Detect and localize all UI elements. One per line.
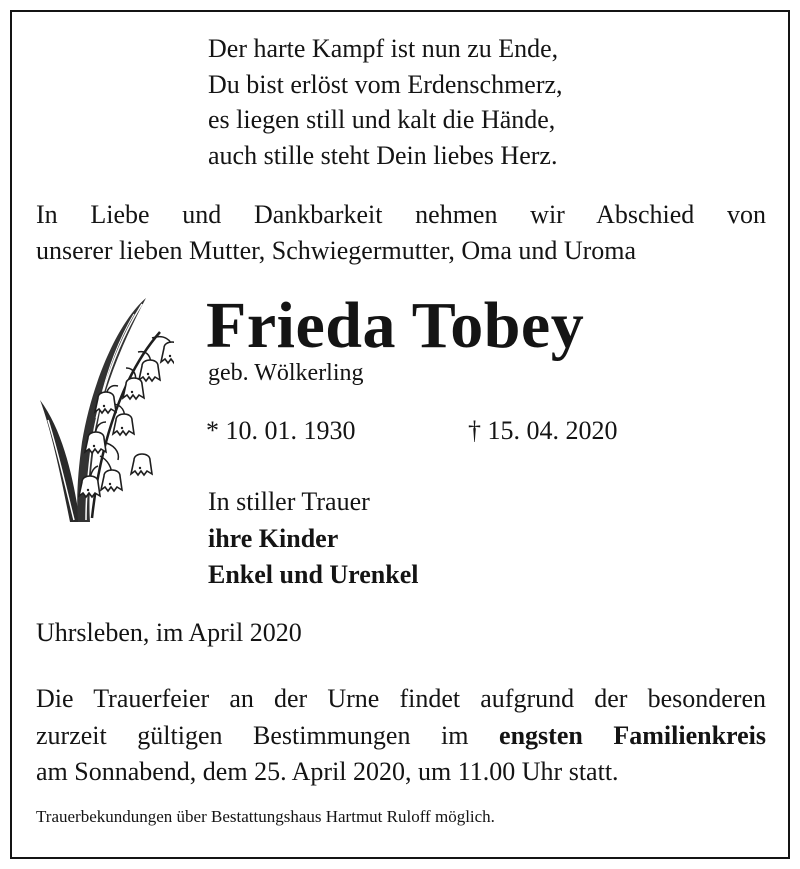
mourners-children: ihre Kinder xyxy=(208,523,339,553)
ceremony-family-circle: engsten Familienkreis xyxy=(499,720,766,750)
birth-name: geb. Wölkerling xyxy=(208,360,364,386)
mourners-line: In stiller Trauer xyxy=(208,487,370,516)
condolence-footnote: Trauerbekundungen über Bestattungshaus Hartmut Ruloff möglich. xyxy=(36,807,495,826)
intro-line: unserer lieben Mutter, Schwiegermutter, Oma und Uroma xyxy=(36,236,637,265)
poem-line: auch stille steht Dein liebes Herz. xyxy=(208,140,558,170)
poem-line: Du bist erlöst vom Erdenschmerz, xyxy=(208,69,563,99)
death-date: † 15. 04. 2020 xyxy=(468,416,618,445)
deceased-name: Frieda Tobey xyxy=(206,289,585,362)
lily-of-the-valley-icon xyxy=(34,292,174,524)
intro-line: In Liebe und Dankbarkeit nehmen wir Abschied von xyxy=(36,200,766,229)
ceremony-line-prefix: zurzeit gültigen Bestimmungen im xyxy=(36,720,469,750)
ceremony-line: Die Trauerfeier an der Urne findet aufgrund der besonderen xyxy=(36,684,766,713)
mourners-block xyxy=(208,484,418,594)
poem xyxy=(208,31,563,173)
ceremony-line: am Sonnabend, dem 25. April 2020, um 11.00 Uhr statt. xyxy=(36,757,619,786)
ceremony-notice xyxy=(36,681,766,791)
ceremony-line xyxy=(36,718,766,755)
birth-date: * 10. 01. 1930 xyxy=(206,416,356,445)
farewell-intro xyxy=(36,197,766,269)
place-date: Uhrsleben, im April 2020 xyxy=(36,618,302,647)
poem-line: Der harte Kampf ist nun zu Ende, xyxy=(208,34,559,63)
mourners-grandchildren: Enkel und Urenkel xyxy=(208,560,419,589)
poem-line: es liegen still und kalt die Hände, xyxy=(208,105,556,134)
